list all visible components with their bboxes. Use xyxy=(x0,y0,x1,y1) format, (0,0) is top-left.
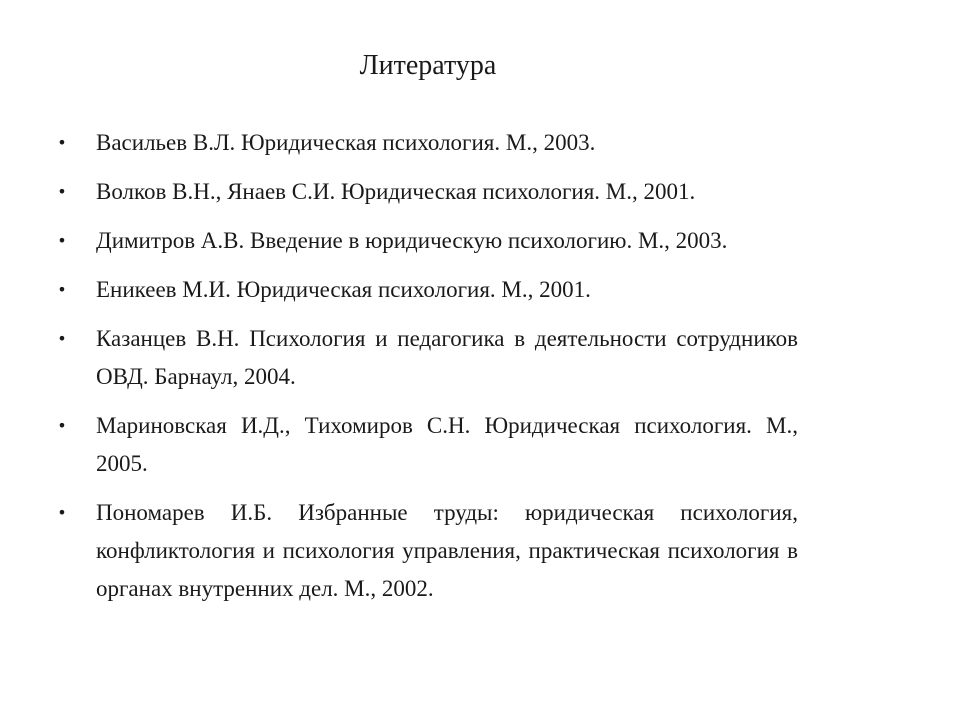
list-item-text: Волков В.Н., Янаев С.И. Юридическая психология. М., 2001. xyxy=(96,179,696,204)
list-item-text: Мариновская И.Д., Тихомиров С.Н. Юридическая психология. М., 2005. xyxy=(96,413,798,476)
list-item xyxy=(56,271,798,309)
bullet-icon: • xyxy=(57,133,67,152)
bullet-icon: • xyxy=(57,329,67,348)
list-item-text: Казанцев В.Н. Психология и педагогика в деятельности сотрудников ОВД. Барнаул, 2004. xyxy=(96,326,798,389)
bullet-icon: • xyxy=(57,182,67,201)
list-item-text: Пономарев И.Б. Избранные труды: юридическая психология, конфликтология и психология управления, практическая психология в органах внутренних дел. М., 2002. xyxy=(96,500,798,601)
list-item xyxy=(56,494,798,608)
list-item-text: Васильев В.Л. Юридическая психология. М., 2003. xyxy=(96,130,596,155)
bullet-icon: • xyxy=(57,503,67,522)
slide-title: Литература xyxy=(359,50,497,81)
bullet-icon: • xyxy=(57,280,67,299)
list-item xyxy=(56,173,798,211)
bullet-icon: • xyxy=(57,231,67,250)
bibliography-list xyxy=(56,124,798,619)
list-item-text: Димитров А.В. Введение в юридическую психологию. М., 2003. xyxy=(96,228,728,253)
list-item xyxy=(56,124,798,162)
list-item xyxy=(56,222,798,260)
list-item-text: Еникеев М.И. Юридическая психология. М., 2001. xyxy=(96,277,591,302)
list-item xyxy=(56,320,798,396)
bullet-icon: • xyxy=(57,416,67,435)
list-item xyxy=(56,407,798,483)
